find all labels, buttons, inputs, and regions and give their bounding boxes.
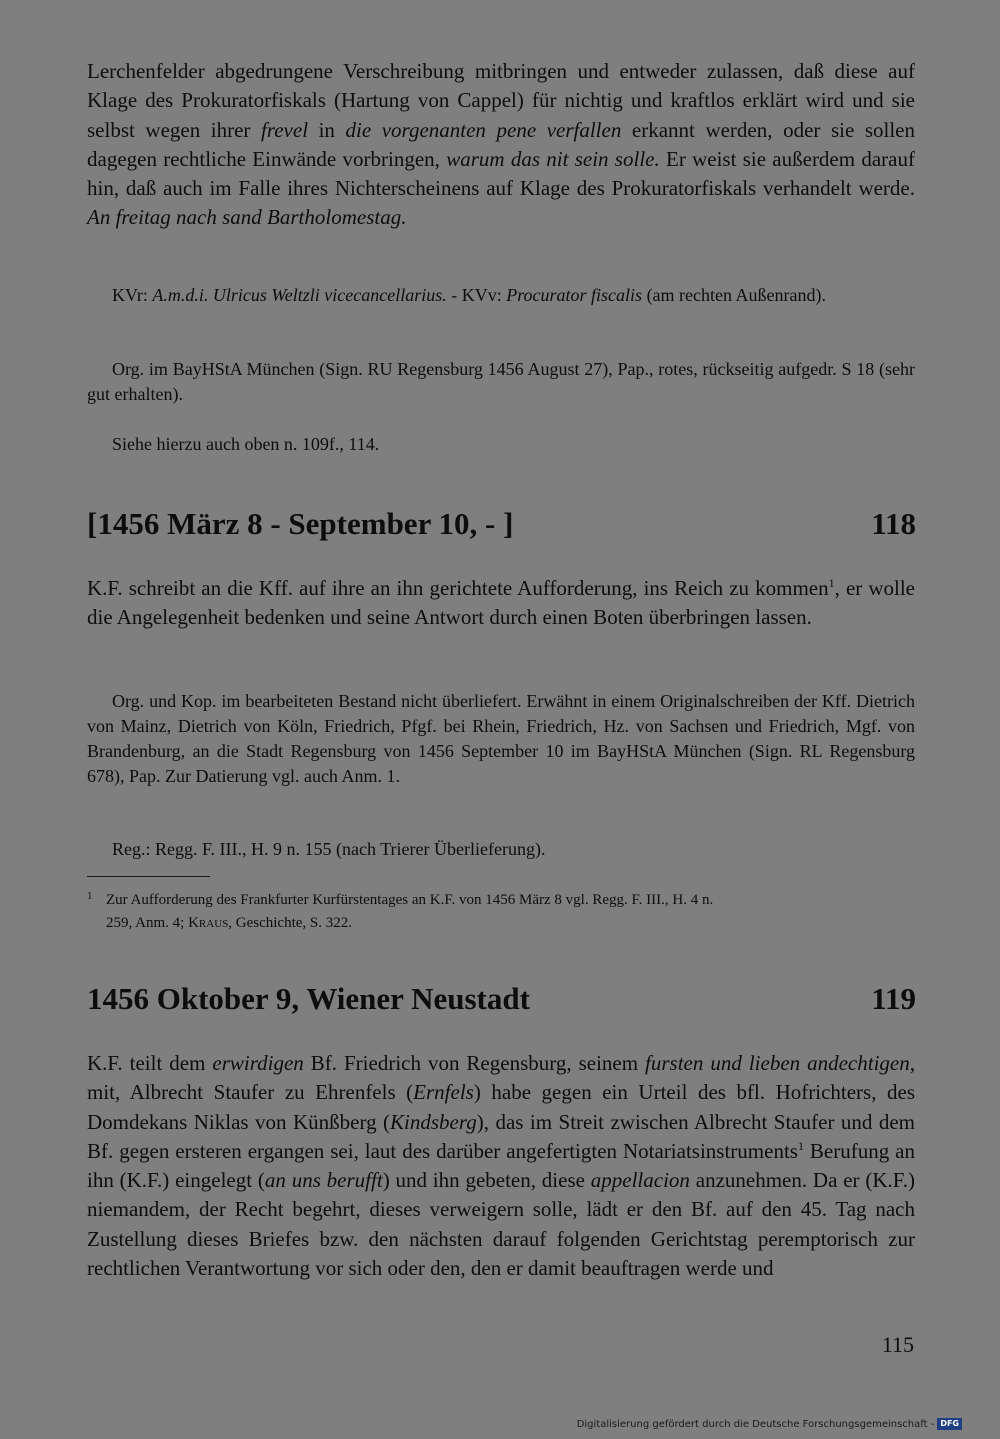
italic-run: warum das nit sein solle.	[446, 146, 660, 171]
italic-run: An freitag nach sand Bartholomestag.	[87, 205, 407, 230]
original-note: Org. im BayHStA München (Sign. RU Regensburg 1456 August 27), Pap., rotes, rückseitig aufgedr. S 18 (sehr gut erhalten).	[87, 359, 915, 404]
text-run: ) habe gegen ein Urteil des bfl. Hofrichters, des Domdekans Niklas von Künßberg (	[87, 1080, 915, 1134]
text-run: , mit, Albrecht Staufer zu Ehrenfels (	[87, 1051, 915, 1105]
text-run: Bf. Friedrich von Regensburg, seinem	[303, 1051, 646, 1075]
italic-run: an uns berufft	[264, 1168, 383, 1193]
text-run: ) und ihn gebeten, diese	[382, 1168, 591, 1193]
text-run: (am rechten Außenrand).	[642, 285, 826, 305]
entry-118-heading: [1456 März 8 - September 10, - ]	[87, 506, 514, 541]
entry-118-original-note: Org. und Kop. im bearbeiteten Bestand nicht überliefert. Erwähnt in einem Originalschreiben der Kff. Dietrich von Mainz, Dietrich von Köln, Friedrich, Pfgf. bei Rhein, Friedrich, Hz. von Sachsen und Friedrich, Mgf. von Brandenburg, an die Stadt Regensburg von 1456 September 10 im BayHStA München (Sign. RL Regensburg 678), Pap. Zur Datierung vgl. auch Anm. 1.	[87, 691, 915, 786]
italic-run: die vorgenanten pene verfallen	[345, 117, 622, 142]
text-run: K.F. teilt dem	[87, 1051, 213, 1075]
italic-run: Ernfels	[413, 1080, 474, 1105]
italic-run: A.m.d.i. Ulricus Weltzli vicecancellarius.	[152, 285, 447, 305]
cross-reference: Siehe hierzu auch oben n. 109f., 114.	[112, 434, 380, 454]
credit-text: Digitalisierung gefördert durch die Deutsche Forschungsgemeinschaft -	[576, 1418, 935, 1430]
entry-117-text	[87, 57, 915, 233]
footnote-text-b2: , Geschichte, S. 322.	[228, 915, 353, 931]
text-run: KVr:	[112, 285, 153, 305]
footnote-ref: 1	[828, 576, 835, 590]
italic-run: Kindsberg	[390, 1109, 477, 1134]
italic-run: appellacion	[590, 1168, 690, 1193]
page-number: 115	[881, 1332, 914, 1357]
italic-run: fursten und lieben andechtigen	[645, 1051, 910, 1075]
entry-119-number: 119	[871, 981, 916, 1016]
entry-119-heading: 1456 Oktober 9, Wiener Neustadt	[87, 981, 530, 1016]
footnote-text-b1: 259, Anm. 4;	[106, 915, 189, 931]
entry-118-text	[87, 574, 915, 633]
footnote-ref: 1	[797, 1138, 804, 1153]
entry-118-text-b: , er wolle die Angelegenheit bedenken und seine Antwort durch einen Boten überbringen lassen.	[87, 576, 915, 630]
text-run: Berufung an ihn (K.F.) eingelegt (	[87, 1138, 915, 1193]
footnote-mark: 1	[87, 890, 93, 902]
kanzleivermerk	[87, 283, 915, 308]
text-run: Lerchenfelder abgedrungene Verschreibung mitbringen und entweder zulassen, daß diese auf Klage des Prokuratorfiskals (Hartung von Cappel) für nichtig und kraftlos erklärt wird und sie selbst wegen ihrer	[87, 59, 915, 142]
text-run: erkannt werden, oder sie sollen dagegen rechtliche Einwände vorbringen,	[87, 117, 916, 171]
entry-118-number: 118	[871, 506, 916, 541]
footnote-author: Kraus	[188, 915, 229, 931]
entry-118-text-a: K.F. schreibt an die Kff. auf ihre an ihn gerichtete Aufforderung, ins Reich zu kommen	[87, 576, 829, 600]
italic-run: erwirdigen	[212, 1051, 304, 1075]
footnote-text-a: Zur Aufforderung des Frankfurter Kurfürstentages an K.F. von 1456 März 8 vgl. Regg. F. III., H. 4 n.	[106, 892, 714, 908]
text-run: - KVv:	[446, 285, 507, 305]
text-run: anzunehmen. Da er (K.F.) niemandem, der Recht begehrt, dieses verweigern solle, lädt er den Bf. auf den 45. Tag nach Zustellung dieses Briefes bzw. den nächsten darauf folgenden Gerichtstag peremptorisch zur rechtlichen Verantwortung vor sich oder den, den er damit beauftragen werde und	[87, 1168, 916, 1281]
italic-run: frevel	[261, 117, 309, 142]
dfg-logo: DFG	[937, 1418, 962, 1430]
entry-119-text	[87, 1049, 915, 1283]
italic-run: Procurator fiscalis	[506, 285, 643, 305]
text-run: Er weist sie außerdem darauf hin, daß auch im Falle ihres Nichterscheinens auf Klage des Prokuratorfiskals verhandelt werde.	[87, 146, 915, 201]
footnote-1	[87, 885, 915, 935]
entry-118-regest: Reg.: Regg. F. III., H. 9 n. 155 (nach Trierer Überlieferung).	[112, 839, 546, 859]
text-run: ), das im Streit zwischen Albrecht Staufer und dem Bf. gegen ersteren ergangen sei, laut des darüber angefertigten Notariatsinstruments	[87, 1109, 915, 1163]
text-run: in	[308, 117, 346, 142]
funding-credit	[577, 1418, 962, 1430]
footnote-divider	[87, 876, 210, 877]
